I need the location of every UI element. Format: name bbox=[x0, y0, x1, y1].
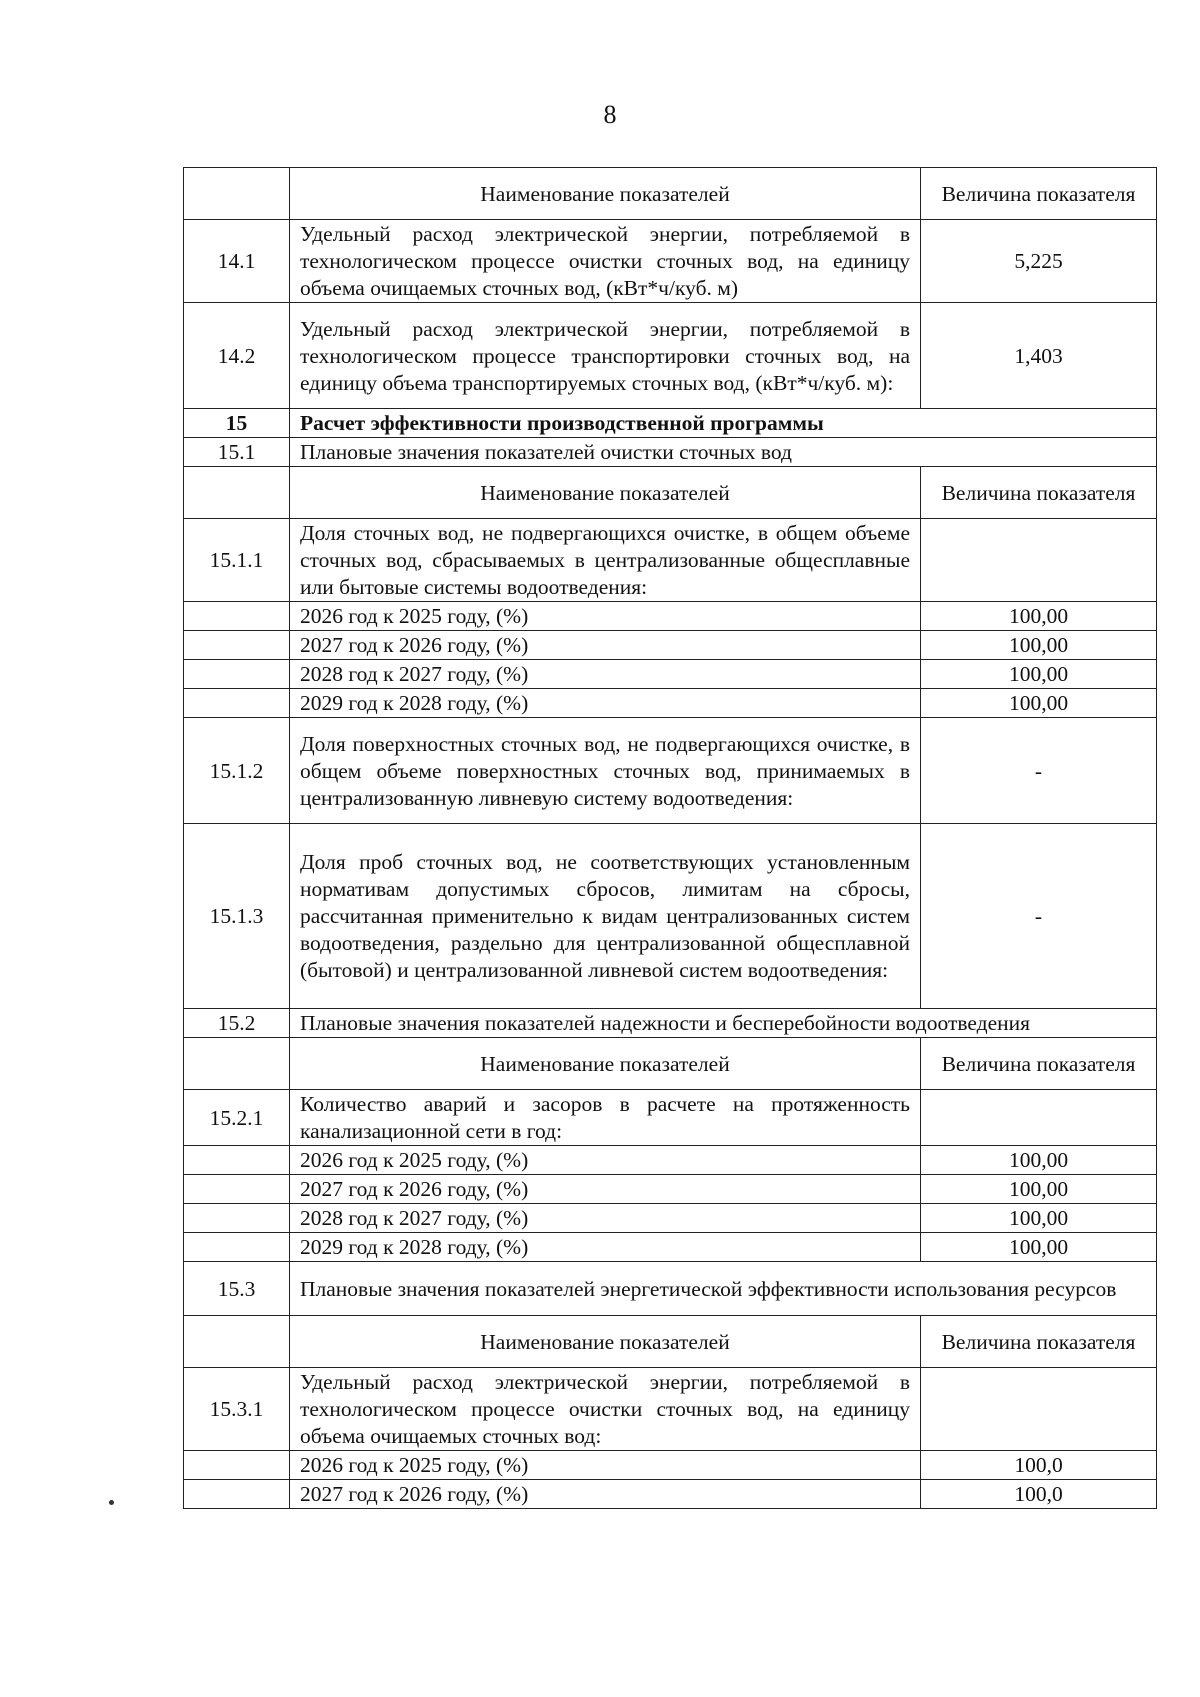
year-value: 100,00 bbox=[921, 660, 1157, 689]
year-row bbox=[184, 689, 1157, 718]
header-name-cell: Наименование показателей bbox=[290, 467, 921, 519]
row-text: Удельный расход электрической энергии, потребляемой в технологическом процессе транспортировки сточных вод, на единицу объема транспортируемых сточных вод, (кВт*ч/куб. м): bbox=[290, 303, 921, 409]
year-label: 2027 год к 2026 году, (%) bbox=[290, 1175, 921, 1204]
year-row bbox=[184, 1146, 1157, 1175]
year-num-cell bbox=[184, 689, 290, 718]
year-value: 100,00 bbox=[921, 1233, 1157, 1262]
row-text: Удельный расход электрической энергии, потребляемой в технологическом процессе очистки сточных вод, на единицу объема очищаемых сточных вод, (кВт*ч/куб. м) bbox=[290, 220, 921, 303]
row-text: Доля проб сточных вод, не соответствующих установленным нормативам допустимых сбросов, лимитам на сбросы, рассчитанная применительно к видам централизованных систем водоотведения, раздельно для централизованной общесплавной (бытовой) и централизованной ливневой систем водоотведения: bbox=[290, 824, 921, 1009]
subsection-number: 15.3 bbox=[184, 1262, 290, 1316]
row-text: Количество аварий и засоров в расчете на протяженность канализационной сети в год: bbox=[290, 1090, 921, 1146]
year-num-cell bbox=[184, 1204, 290, 1233]
table-header-row bbox=[184, 467, 1157, 519]
row-number: 15.1.2 bbox=[184, 718, 290, 824]
year-value: 100,0 bbox=[921, 1451, 1157, 1480]
header-num-cell bbox=[184, 168, 290, 220]
year-num-cell bbox=[184, 1146, 290, 1175]
subsection-row bbox=[184, 1009, 1157, 1038]
table-row bbox=[184, 1368, 1157, 1451]
table-row bbox=[184, 1090, 1157, 1146]
year-num-cell bbox=[184, 660, 290, 689]
year-row bbox=[184, 1233, 1157, 1262]
subsection-number: 15.1 bbox=[184, 438, 290, 467]
year-value: 100,0 bbox=[921, 1480, 1157, 1509]
table-row bbox=[184, 718, 1157, 824]
subsection-number: 15.2 bbox=[184, 1009, 290, 1038]
row-number: 15.1.1 bbox=[184, 519, 290, 602]
header-name-cell: Наименование показателей bbox=[290, 168, 921, 220]
header-value-cell: Величина показателя bbox=[921, 467, 1157, 519]
section-number: 15 bbox=[184, 409, 290, 438]
row-value bbox=[921, 519, 1157, 602]
header-value-cell: Величина показателя bbox=[921, 1316, 1157, 1368]
header-name-cell: Наименование показателей bbox=[290, 1316, 921, 1368]
year-value: 100,00 bbox=[921, 631, 1157, 660]
year-value: 100,00 bbox=[921, 1146, 1157, 1175]
year-label: 2027 год к 2026 году, (%) bbox=[290, 1480, 921, 1509]
year-value: 100,00 bbox=[921, 689, 1157, 718]
table-row bbox=[184, 824, 1157, 1009]
year-label: 2026 год к 2025 году, (%) bbox=[290, 1451, 921, 1480]
header-value-cell: Величина показателя bbox=[921, 168, 1157, 220]
header-num-cell bbox=[184, 467, 290, 519]
header-value-cell: Величина показателя bbox=[921, 1038, 1157, 1090]
year-label: 2028 год к 2027 году, (%) bbox=[290, 660, 921, 689]
indicators-table bbox=[183, 167, 1157, 1509]
row-number: 15.3.1 bbox=[184, 1368, 290, 1451]
year-row bbox=[184, 1204, 1157, 1233]
row-value: - bbox=[921, 718, 1157, 824]
year-row bbox=[184, 631, 1157, 660]
row-value bbox=[921, 1090, 1157, 1146]
subsection-row bbox=[184, 1262, 1157, 1316]
section-row bbox=[184, 409, 1157, 438]
header-num-cell bbox=[184, 1038, 290, 1090]
page-number: 8 bbox=[603, 100, 617, 129]
year-row bbox=[184, 1175, 1157, 1204]
section-title: Расчет эффективности производственной программы bbox=[290, 409, 1157, 438]
year-num-cell bbox=[184, 1451, 290, 1480]
row-number: 14.2 bbox=[184, 303, 290, 409]
row-value bbox=[921, 1368, 1157, 1451]
year-value: 100,00 bbox=[921, 1175, 1157, 1204]
year-label: 2029 год к 2028 году, (%) bbox=[290, 689, 921, 718]
subsection-row bbox=[184, 438, 1157, 467]
year-label: 2026 год к 2025 году, (%) bbox=[290, 1146, 921, 1175]
year-label: 2029 год к 2028 году, (%) bbox=[290, 1233, 921, 1262]
row-value: - bbox=[921, 824, 1157, 1009]
row-text: Удельный расход электрической энергии, потребляемой в технологическом процессе очистки сточных вод, на единицу объема очищаемых сточных вод: bbox=[290, 1368, 921, 1451]
row-number: 15.2.1 bbox=[184, 1090, 290, 1146]
year-num-cell bbox=[184, 1480, 290, 1509]
year-label: 2027 год к 2026 году, (%) bbox=[290, 631, 921, 660]
year-label: 2028 год к 2027 году, (%) bbox=[290, 1204, 921, 1233]
year-row bbox=[184, 1480, 1157, 1509]
table-row bbox=[184, 519, 1157, 602]
table-row bbox=[184, 303, 1157, 409]
row-value: 5,225 bbox=[921, 220, 1157, 303]
year-value: 100,00 bbox=[921, 602, 1157, 631]
year-num-cell bbox=[184, 602, 290, 631]
subsection-title: Плановые значения показателей надежности и бесперебойности водоотведения bbox=[290, 1009, 1157, 1038]
subsection-title: Плановые значения показателей очистки сточных вод bbox=[290, 438, 1157, 467]
year-row bbox=[184, 1451, 1157, 1480]
year-row bbox=[184, 602, 1157, 631]
row-text: Доля сточных вод, не подвергающихся очистке, в общем объеме сточных вод, сбрасываемых в централизованные общесплавные или бытовые системы водоотведения: bbox=[290, 519, 921, 602]
subsection-title: Плановые значения показателей энергетической эффективности использования ресурсов bbox=[290, 1262, 1157, 1316]
year-row bbox=[184, 660, 1157, 689]
year-label: 2026 год к 2025 году, (%) bbox=[290, 602, 921, 631]
year-num-cell bbox=[184, 1175, 290, 1204]
header-num-cell bbox=[184, 1316, 290, 1368]
row-text: Доля поверхностных сточных вод, не подвергающихся очистке, в общем объеме поверхностных сточных вод, принимаемых в централизованную ливневую систему водоотведения: bbox=[290, 718, 921, 824]
table-header-row bbox=[184, 168, 1157, 220]
row-number: 14.1 bbox=[184, 220, 290, 303]
table-row bbox=[184, 220, 1157, 303]
year-num-cell bbox=[184, 1233, 290, 1262]
scan-speck bbox=[109, 1500, 114, 1505]
row-number: 15.1.3 bbox=[184, 824, 290, 1009]
year-value: 100,00 bbox=[921, 1204, 1157, 1233]
table-header-row bbox=[184, 1038, 1157, 1090]
table-header-row bbox=[184, 1316, 1157, 1368]
year-num-cell bbox=[184, 631, 290, 660]
header-name-cell: Наименование показателей bbox=[290, 1038, 921, 1090]
row-value: 1,403 bbox=[921, 303, 1157, 409]
